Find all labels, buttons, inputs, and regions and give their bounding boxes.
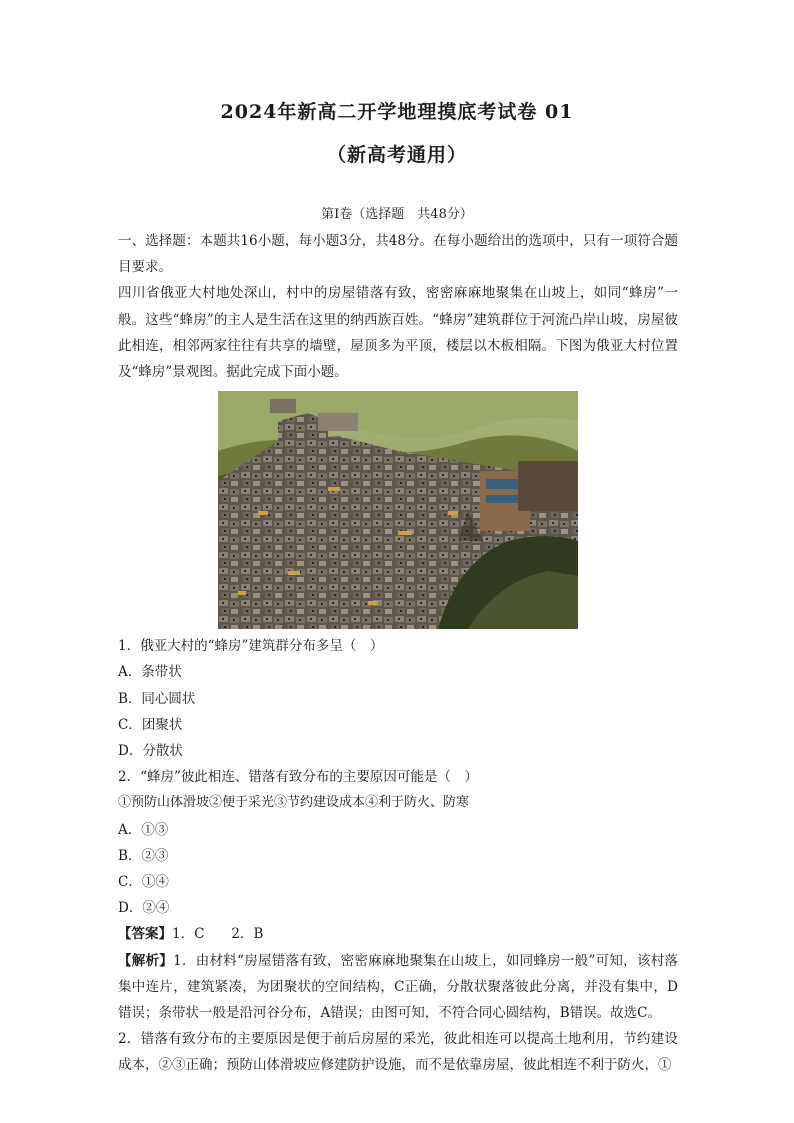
question-2-option-b[interactable]: B．②③ (118, 847, 169, 864)
question-2-options (118, 817, 678, 922)
question-1-option-b[interactable]: B．同心圆状 (118, 690, 196, 707)
answer-text: 1．C 2．B (172, 926, 264, 943)
instructions: 一、选择题：本题共16小题，每小题3分，共48分。在每小题给出的选项中，只有一项符合题目要求。 (118, 233, 678, 276)
answer-label: 【答案】 (118, 926, 172, 943)
analysis-paragraph-2: 2．错落有致分布的主要原因是便于前后房屋的采光，彼此相连可以提高土地利用，节约建设成本，②③正确；预防山体滑坡应修建防护设施，而不是依靠房屋，彼此相连不利于防火，① (118, 1031, 678, 1074)
exam-content (118, 228, 678, 1079)
analysis-label: 【解析】 (118, 952, 174, 969)
question-2-statements: ①预防山体滑坡②便于采光③节约建设成本④利于防火、防寒 (118, 795, 470, 811)
question-1-stem: 1．俄亚大村的“蜂房”建筑群分布多呈（ ） (118, 638, 384, 655)
exam-subtitle: （新高考通用） (326, 144, 467, 166)
section-heading: 第Ⅰ卷（选择题 共48分） (321, 207, 473, 222)
question-1-option-d[interactable]: D．分散状 (118, 743, 183, 760)
village-photo (218, 391, 578, 629)
analysis-paragraph-1 (118, 948, 678, 1027)
question-2-option-d[interactable]: D．②④ (118, 900, 170, 917)
village-photo-image (218, 391, 578, 629)
answer-line (118, 921, 678, 947)
question-1-options (118, 659, 678, 764)
question-1-option-c[interactable]: C．团聚状 (118, 716, 183, 733)
exam-title: 2024年新高二开学地理摸底考试卷 01 (220, 101, 574, 123)
analysis-text-1: 1．由材料“房屋错落有致，密密麻麻地聚集在山坡上，如同蜂房一般”可知，该村落集中连片，建筑紧凑，为团聚状的空间结构，C正确，分散状聚落彼此分离，并没有集中，D错误；条带状一般是沿河谷分布，A错误；由图可知，不符合同心圆结构，B错误。故选C。 (118, 952, 678, 1022)
question-1-option-a[interactable]: A．条带状 (118, 664, 182, 681)
question-2-stem: 2．“蜂房”彼此相连、错落有致分布的主要原因可能是（ ） (118, 769, 478, 786)
passage: 四川省俄亚大村地处深山，村中的房屋错落有致，密密麻麻地聚集在山坡上，如同“蜂房”一般。这些“蜂房”的主人是生活在这里的纳西族百姓。“蜂房”建筑群位于河流凸岸山坡，房屋彼此相连，相邻两家往往有共享的墙壁，屋顶多为平顶，楼层以木板相隔。下图为俄亚大村位置及“蜂房”景观图。据此完成下面小题。 (118, 285, 678, 381)
question-2-option-c[interactable]: C．①④ (118, 874, 169, 891)
question-2-option-a[interactable]: A．①③ (118, 821, 169, 838)
